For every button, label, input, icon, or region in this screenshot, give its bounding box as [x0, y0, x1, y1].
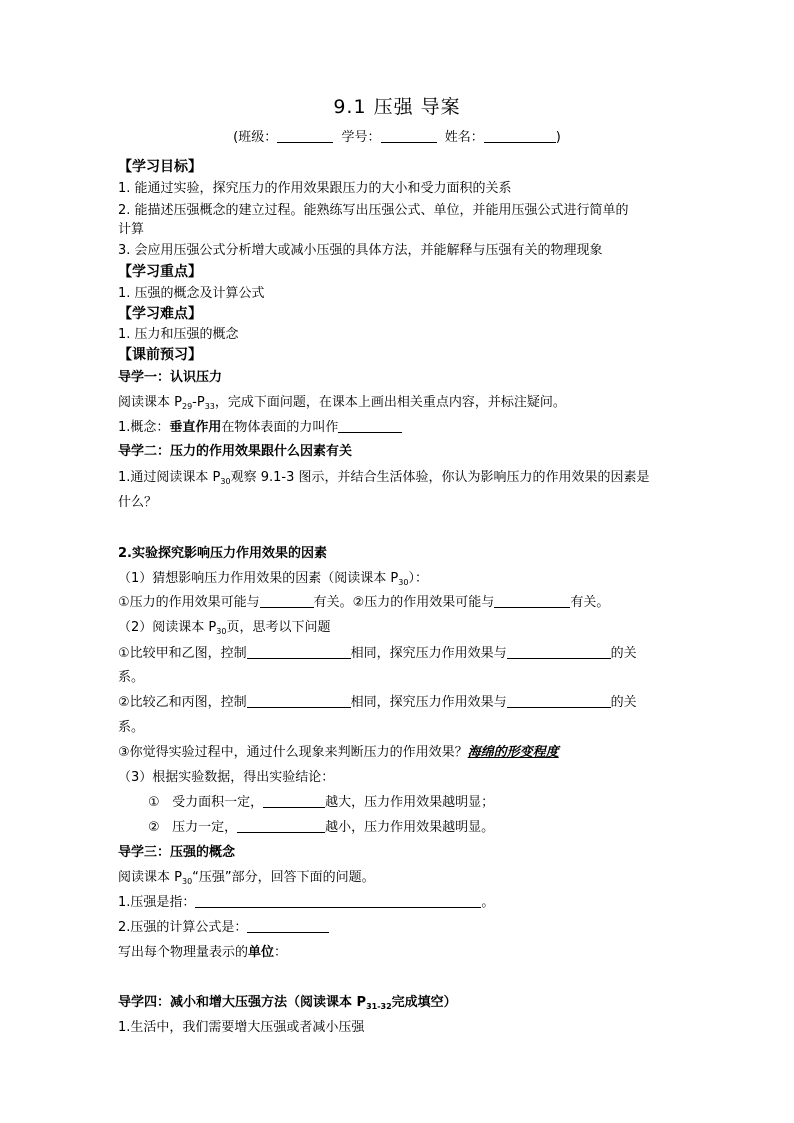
heading-text: 完成填空）: [391, 995, 457, 1010]
concept-emphasis: 垂直作用: [169, 420, 222, 435]
page-ref: 29: [181, 402, 193, 411]
guess-text: （1）猜想影响压力作用效果的因素（阅读课本 P: [118, 571, 399, 586]
page-title: 9.1 压强 导案: [333, 96, 461, 118]
guess-text: ）：: [408, 571, 428, 586]
guess-text: ①压力的作用效果可能与: [118, 595, 260, 610]
item-number: ②: [148, 820, 160, 835]
compare-text: 相同，探究压力作用效果与: [350, 646, 507, 661]
conclusion-text: 越小，压力作用效果越明显。: [325, 820, 495, 835]
guide2-heading: 导学二：压力的作用效果跟什么因素有关: [118, 444, 353, 459]
section-preview: 【课前预习】: [118, 347, 202, 363]
page-ref: 30: [181, 877, 193, 886]
name-blank[interactable]: [484, 129, 556, 143]
read2-line: [118, 619, 330, 641]
experiment-heading: 2.实验探究影响压力作用效果的因素: [118, 546, 327, 561]
answer-text: 海绵的形变程度: [467, 745, 559, 760]
compare-text: 的关: [610, 695, 637, 710]
compare-text: ①比较甲和乙图，控制: [118, 646, 247, 661]
conclusion-intro: （3）根据实验数据，得出实验结论：: [118, 770, 335, 785]
compare-text: 的关: [610, 646, 637, 661]
student-info-line: [0, 129, 794, 147]
conclusion-2: [148, 819, 494, 837]
compare-2-blank-b[interactable]: [507, 694, 611, 708]
definition-label: 1.压强是指：: [118, 895, 196, 910]
key-point: 1. 压强的概念及计算公式: [118, 286, 265, 301]
guide1-reading: [118, 394, 566, 416]
conclusion-text: 压力一定，: [172, 820, 238, 835]
question-text: 观察 9.1-3 图示，并结合生活体验，你认为影响压力的作用效果的因素是: [230, 470, 650, 485]
page-ref: 31-32: [366, 1002, 392, 1011]
section-goals: 【学习目标】: [118, 159, 202, 175]
page-ref: 30: [216, 627, 227, 636]
guide4-heading: [118, 994, 457, 1016]
read-text: 页，思考以下问题: [226, 620, 331, 635]
guess-blank-2[interactable]: [494, 594, 570, 608]
concept-blank[interactable]: [338, 419, 402, 433]
units-text: ：: [274, 945, 288, 960]
definition-blank[interactable]: [195, 894, 481, 908]
formula-blank[interactable]: [247, 919, 329, 933]
compare-1-blank-a[interactable]: [247, 645, 351, 659]
formula-label: 2.压强的计算公式是：: [118, 920, 248, 935]
read-text: （2）阅读课本 P: [118, 620, 217, 635]
conclusion-1-blank[interactable]: [263, 794, 325, 808]
heading-text: 导学四：减小和增大压强方法（阅读课本 P: [118, 995, 367, 1010]
compare-2: [118, 694, 637, 712]
goal-2: 2. 能描述压强概念的建立过程。能熟练写出压强公式、单位，并能用压强公式进行简单的: [118, 203, 629, 218]
concept-label: 1.概念：: [118, 420, 170, 435]
compare-2-cont: 系。: [118, 720, 145, 735]
page-ref: 33: [204, 402, 215, 411]
compare-text: 相同，探究压力作用效果与: [350, 695, 507, 710]
pressure-formula: [118, 919, 329, 937]
reading-text: 阅读课本 P: [118, 395, 182, 410]
question-text: ③你觉得实验过程中，通过什么现象来判断压力的作用效果？: [118, 745, 468, 760]
conclusion-1: [148, 794, 494, 812]
compare-1: [118, 645, 637, 663]
conclusion-text: 越大，压力作用效果越明显；: [325, 795, 495, 810]
question-3: [118, 744, 559, 762]
compare-1-cont: 系。: [118, 670, 145, 685]
reading-text: 阅读课本 P: [118, 870, 182, 885]
reading-text: “压强”部分，回答下面的问题。: [192, 870, 375, 885]
compare-2-blank-a[interactable]: [247, 694, 351, 708]
student-id-blank[interactable]: [381, 129, 437, 143]
units-text: 写出每个物理量表示的: [118, 945, 249, 960]
guide3-heading: 导学三：压强的概念: [118, 845, 236, 860]
class-label: (班级：: [233, 130, 278, 145]
student-id-label: 学号：: [341, 130, 381, 145]
conclusion-2-blank[interactable]: [237, 819, 325, 833]
compare-1-blank-b[interactable]: [507, 645, 611, 659]
reading-text: ，完成下面问题，在课本上画出相关重点内容，并标注疑问。: [214, 395, 566, 410]
units-emphasis: 单位: [248, 945, 275, 960]
guide2-q1: [118, 469, 649, 491]
definition-end: 。: [481, 895, 495, 910]
difficulty-point: 1. 压力和压强的概念: [118, 327, 239, 342]
section-key: 【学习重点】: [118, 264, 202, 280]
page-ref: 30: [220, 477, 231, 486]
info-suffix: ): [555, 130, 561, 145]
goal-3: 3. 会应用压强公式分析增大或减小压强的具体方法，并能解释与压强有关的物理现象: [118, 243, 603, 258]
guess-line: [118, 594, 609, 612]
units-line: [118, 944, 287, 962]
section-difficulty: 【学习难点】: [118, 306, 202, 322]
class-blank[interactable]: [277, 129, 333, 143]
pressure-definition: [118, 894, 494, 912]
question-text: 1.通过阅读课本 P: [118, 470, 221, 485]
guess-blank-1[interactable]: [260, 594, 314, 608]
goal-2-cont: 计算: [118, 222, 145, 237]
guide3-reading: [118, 869, 375, 891]
guess-text: 有关。: [570, 595, 610, 610]
guide4-q1: 1.生活中，我们需要增大压强或者减小压强: [118, 1020, 365, 1035]
name-label: 姓名：: [444, 130, 484, 145]
compare-text: ②比较乙和丙图，控制: [118, 695, 247, 710]
conclusion-text: 受力面积一定，: [172, 795, 264, 810]
guess-text: 有关。②压力的作用效果可能与: [313, 595, 495, 610]
reading-text: -P: [192, 395, 205, 410]
guide1-concept: [118, 419, 402, 437]
concept-text: 在物体表面的力叫作: [221, 420, 339, 435]
guide1-heading: 导学一：认识压力: [118, 370, 223, 385]
guess-intro: [118, 570, 428, 592]
page-ref: 30: [398, 578, 409, 587]
goal-1: 1. 能通过实验，探究压力的作用效果跟压力的大小和受力面积的关系: [118, 181, 512, 196]
item-number: ①: [148, 795, 160, 810]
guide2-q1-cont: 什么？: [118, 495, 158, 510]
